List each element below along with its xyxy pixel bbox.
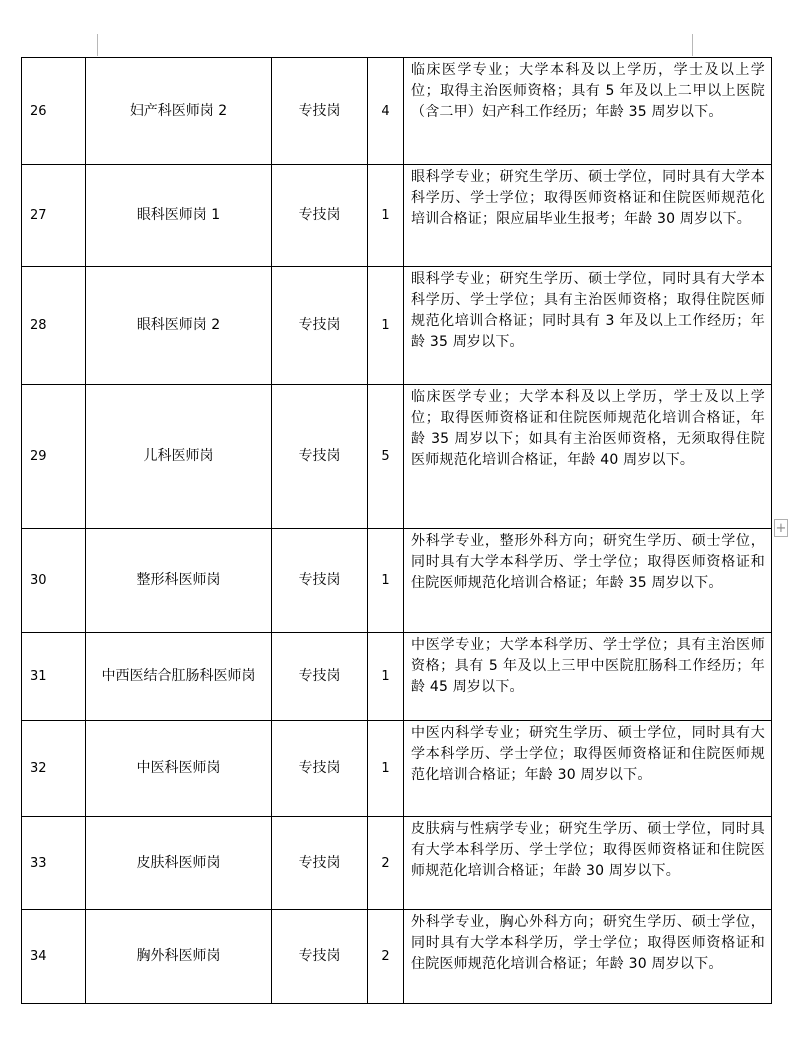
table-row: [22, 58, 772, 165]
hiring-count: 1: [368, 633, 404, 721]
table-row: [22, 165, 772, 267]
position-name: 妇产科医师岗 2: [86, 58, 272, 165]
requirements: 中医内科学专业；研究生学历、硕士学位，同时具有大学本科学历、学士学位；取得医师资格证和住院医师规范化培训合格证；年龄 30 周岁以下。: [404, 721, 772, 817]
requirements: 临床医学专业；大学本科及以上学历，学士及以上学位；取得医师资格证和住院医师规范化培训合格证，年龄 35 周岁以下；如具有主治医师资格，无须取得住院医师规范化培训合格证，年龄 40 周岁以下。: [404, 385, 772, 529]
position-type: 专技岗: [272, 58, 368, 165]
table-row: [22, 529, 772, 633]
hiring-count: 2: [368, 817, 404, 910]
hiring-count: 1: [368, 529, 404, 633]
position-type: 专技岗: [272, 267, 368, 385]
table-row: [22, 385, 772, 529]
row-number: 32: [22, 721, 86, 817]
requirements: 眼科学专业；研究生学历、硕士学位，同时具有大学本科学历、学士学位；取得医师资格证和住院医师规范化培训合格证；限应届毕业生报考；年龄 30 周岁以下。: [404, 165, 772, 267]
row-number: 31: [22, 633, 86, 721]
position-name: 眼科医师岗 2: [86, 267, 272, 385]
position-type: 专技岗: [272, 633, 368, 721]
recruitment-table-wrapper: [21, 57, 772, 1004]
table-row: [22, 633, 772, 721]
row-number: 30: [22, 529, 86, 633]
table-row: [22, 267, 772, 385]
table-row: [22, 721, 772, 817]
position-name: 皮肤科医师岗: [86, 817, 272, 910]
table-row: [22, 910, 772, 1004]
position-type: 专技岗: [272, 529, 368, 633]
position-name: 整形科医师岗: [86, 529, 272, 633]
row-number: 33: [22, 817, 86, 910]
hiring-count: 2: [368, 910, 404, 1004]
position-name: 胸外科医师岗: [86, 910, 272, 1004]
requirements: 外科学专业，胸心外科方向；研究生学历、硕士学位，同时具有大学本科学历，学士学位；取得医师资格证和住院医师规范化培训合格证；年龄 30 周岁以下。: [404, 910, 772, 1004]
left-margin-mark: [97, 34, 98, 56]
position-name: 中医科医师岗: [86, 721, 272, 817]
requirements: 眼科学专业；研究生学历、硕士学位，同时具有大学本科学历、学士学位；具有主治医师资格；取得住院医师规范化培训合格证；同时具有 3 年及以上工作经历；年龄 35 周岁以下。: [404, 267, 772, 385]
hiring-count: 5: [368, 385, 404, 529]
hiring-count: 1: [368, 267, 404, 385]
requirements: 临床医学专业；大学本科及以上学历，学士及以上学位；取得主治医师资格；具有 5 年及以上二甲以上医院（含二甲）妇产科工作经历；年龄 35 周岁以下。: [404, 58, 772, 165]
position-type: 专技岗: [272, 721, 368, 817]
add-column-button[interactable]: +: [775, 521, 787, 536]
table-row: [22, 817, 772, 910]
position-type: 专技岗: [272, 385, 368, 529]
requirements: 中医学专业；大学本科学历、学士学位；具有主治医师资格；具有 5 年及以上三甲中医院肛肠科工作经历；年龄 45 周岁以下。: [404, 633, 772, 721]
hiring-count: 4: [368, 58, 404, 165]
row-number: 29: [22, 385, 86, 529]
row-number: 27: [22, 165, 86, 267]
position-name: 眼科医师岗 1: [86, 165, 272, 267]
position-name: 中西医结合肛肠科医师岗: [86, 633, 272, 721]
hiring-count: 1: [368, 721, 404, 817]
row-number: 34: [22, 910, 86, 1004]
requirements: 皮肤病与性病学专业；研究生学历、硕士学位，同时具有大学本科学历、学士学位；取得医师资格证和住院医师规范化培训合格证；年龄 30 周岁以下。: [404, 817, 772, 910]
position-type: 专技岗: [272, 817, 368, 910]
right-margin-mark: [692, 34, 693, 56]
hiring-count: 1: [368, 165, 404, 267]
position-type: 专技岗: [272, 165, 368, 267]
row-number: 28: [22, 267, 86, 385]
position-name: 儿科医师岗: [86, 385, 272, 529]
requirements: 外科学专业，整形外科方向；研究生学历、硕士学位，同时具有大学本科学历、学士学位；取得医师资格证和住院医师规范化培训合格证；年龄 35 周岁以下。: [404, 529, 772, 633]
recruitment-table: [21, 57, 772, 1004]
row-number: 26: [22, 58, 86, 165]
position-type: 专技岗: [272, 910, 368, 1004]
